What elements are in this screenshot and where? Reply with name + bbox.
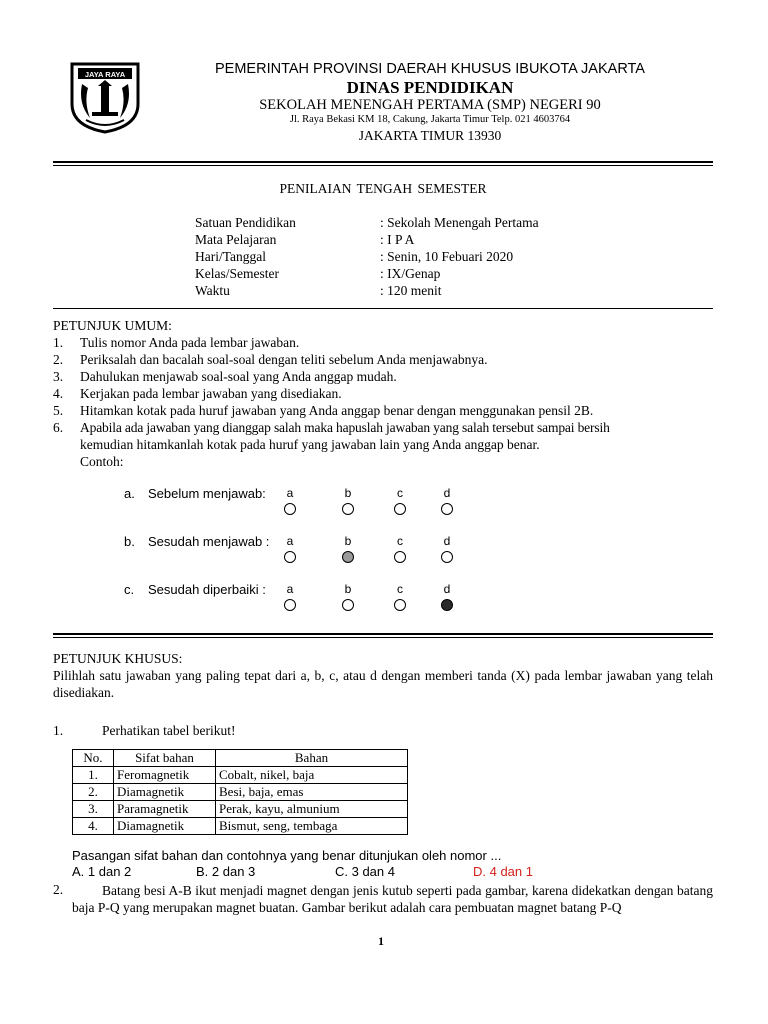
option-letter: b xyxy=(344,486,352,500)
info-label: Kelas/Semester xyxy=(195,266,279,281)
exam-title: PENILAIAN TENGAH SEMESTER xyxy=(279,181,487,196)
example-marker: a. xyxy=(124,486,135,501)
section-divider-thin xyxy=(53,637,713,638)
table-cell: Diamagnetik xyxy=(114,784,216,801)
example-marker: b. xyxy=(124,534,135,549)
instruction-text: Dahulukan menjawab soal-soal yang Anda anggap mudah. xyxy=(80,369,397,384)
table-cell: Paramagnetik xyxy=(114,801,216,818)
header-address: Jl. Raya Bekasi KM 18, Cakung, Jakarta Timur Telp. 021 4603764 xyxy=(289,114,571,125)
column-header: No. xyxy=(73,750,114,767)
option-letter: d xyxy=(443,582,451,596)
table-cell: Feromagnetik xyxy=(114,767,216,784)
question-text: Batang besi A-B ikut menjadi magnet dengan jenis kutub seperti pada gambar, karena didekatkan dengan batang baja P-Q yang merupakan magnet buatan. Gambar berikut adalah cara pembuatan magnet batang P-Q xyxy=(72,883,713,915)
info-value: : Senin, 10 Febuari 2020 xyxy=(380,249,514,264)
header-divider-thin xyxy=(53,165,713,166)
table-header-row xyxy=(73,750,408,767)
header-city: JAKARTA TIMUR 13930 xyxy=(358,128,502,143)
example-caption: Sebelum menjawab: xyxy=(148,486,266,501)
svg-text:JAYA RAYA: JAYA RAYA xyxy=(84,70,126,79)
instruction-number: 2. xyxy=(53,352,64,367)
option-letter: c xyxy=(397,486,403,500)
option-letter: c xyxy=(397,582,403,596)
empty-bubble xyxy=(284,599,296,611)
option-letter: a xyxy=(286,486,294,500)
empty-bubble xyxy=(394,503,406,515)
option-letter: d xyxy=(443,534,451,548)
general-instructions-heading: PETUNJUK UMUM: xyxy=(53,318,172,333)
info-value: : 120 menit xyxy=(380,283,442,298)
column-header: Bahan xyxy=(216,750,408,767)
table-cell: Diamagnetik xyxy=(114,818,216,835)
empty-bubble xyxy=(441,503,453,515)
option-letter: b xyxy=(344,534,352,548)
empty-bubble xyxy=(284,551,296,563)
empty-bubble xyxy=(284,503,296,515)
table-row xyxy=(73,784,408,801)
empty-bubble xyxy=(342,599,354,611)
filled-bubble xyxy=(441,599,453,611)
empty-bubble xyxy=(441,551,453,563)
info-value: : Sekolah Menengah Pertama xyxy=(380,215,539,230)
section-divider-thick xyxy=(53,633,713,635)
empty-bubble xyxy=(394,599,406,611)
choice-b: B. 2 dan 3 xyxy=(196,864,256,879)
table-cell: 3. xyxy=(73,801,114,818)
header-school: SEKOLAH MENENGAH PERTAMA (SMP) NEGERI 90 xyxy=(259,97,601,113)
jakarta-emblem-logo xyxy=(68,60,142,134)
instruction-number: 3. xyxy=(53,369,64,384)
info-label: Satuan Pendidikan xyxy=(195,215,296,230)
instruction-text: Tulis nomor Anda pada lembar jawaban. xyxy=(80,335,300,350)
special-instructions-text: Pilihlah satu jawaban yang paling tepat dari a, b, c, atau d dengan memberi tanda (X) pada lembar jawaban yang telah disediakan. xyxy=(53,668,713,700)
instruction-number: 5. xyxy=(53,403,64,418)
material-properties-table xyxy=(72,749,408,835)
table-cell: Besi, baja, emas xyxy=(216,784,408,801)
example-caption: Sesudah menjawab : xyxy=(148,534,270,549)
table-cell: Cobalt, nikel, baja xyxy=(216,767,408,784)
empty-bubble xyxy=(394,551,406,563)
filled-bubble xyxy=(342,551,354,563)
instruction-number: 4. xyxy=(53,386,64,401)
page-number: 1 xyxy=(378,934,384,948)
special-instructions-heading: PETUNJUK KHUSUS: xyxy=(53,651,183,666)
table-cell: Perak, kayu, almunium xyxy=(216,801,408,818)
table-cell: 2. xyxy=(73,784,114,801)
instruction-number: 1. xyxy=(53,335,64,350)
info-label: Hari/Tanggal xyxy=(195,249,267,264)
table-cell: 4. xyxy=(73,818,114,835)
table-cell: 1. xyxy=(73,767,114,784)
instruction-text: Apabila ada jawaban yang dianggap salah maka hapuslah jawaban yang salah tersebut sampai bersih xyxy=(80,420,610,435)
instruction-number: 6. xyxy=(53,420,64,435)
question-number: 2. xyxy=(53,882,64,897)
option-letter: c xyxy=(397,534,403,548)
choice-a: A. 1 dan 2 xyxy=(72,864,132,879)
example-marker: c. xyxy=(124,582,135,597)
choice-c: C. 3 dan 4 xyxy=(335,864,395,879)
info-label: Waktu xyxy=(195,283,230,298)
table-row xyxy=(73,767,408,784)
instruction-text: Hitamkan kotak pada huruf jawaban yang Anda anggap benar dengan menggunakan pensil 2B. xyxy=(80,403,594,418)
header-department: DINAS PENDIDIKAN xyxy=(346,78,514,97)
instruction-text: Periksalah dan bacalah soal-soal dengan teliti sebelum Anda menjawabnya. xyxy=(80,352,488,367)
info-value: : I P A xyxy=(380,232,415,247)
info-label: Mata Pelajaran xyxy=(195,232,277,247)
option-letter: d xyxy=(443,486,451,500)
table-row xyxy=(73,801,408,818)
option-letter: a xyxy=(286,534,294,548)
empty-bubble xyxy=(342,503,354,515)
instruction-text-continued: kemudian hitamkanlah kotak pada huruf yang jawaban lain yang Anda anggap benar. xyxy=(80,437,540,452)
example-caption: Sesudah diperbaiki : xyxy=(148,582,266,597)
example-label: Contoh: xyxy=(80,454,124,469)
info-value: : IX/Genap xyxy=(380,266,441,281)
section-divider xyxy=(53,308,713,309)
column-header: Sifat bahan xyxy=(114,750,216,767)
option-letter: b xyxy=(344,582,352,596)
table-cell: Bismut, seng, tembaga xyxy=(216,818,408,835)
table-row xyxy=(73,818,408,835)
header-divider-thick xyxy=(53,161,713,163)
question-text: Perhatikan tabel berikut! xyxy=(102,723,236,738)
question-number: 1. xyxy=(53,723,64,738)
instruction-text: Kerjakan pada lembar jawaban yang disediakan. xyxy=(80,386,342,401)
question-prompt: Pasangan sifat bahan dan contohnya yang benar ditunjukan oleh nomor ... xyxy=(72,848,502,863)
choice-d-answer: D. 4 dan 1 xyxy=(473,864,533,879)
header-government: PEMERINTAH PROVINSI DAERAH KHUSUS IBUKOTA JAKARTA xyxy=(215,61,645,77)
option-letter: a xyxy=(286,582,294,596)
